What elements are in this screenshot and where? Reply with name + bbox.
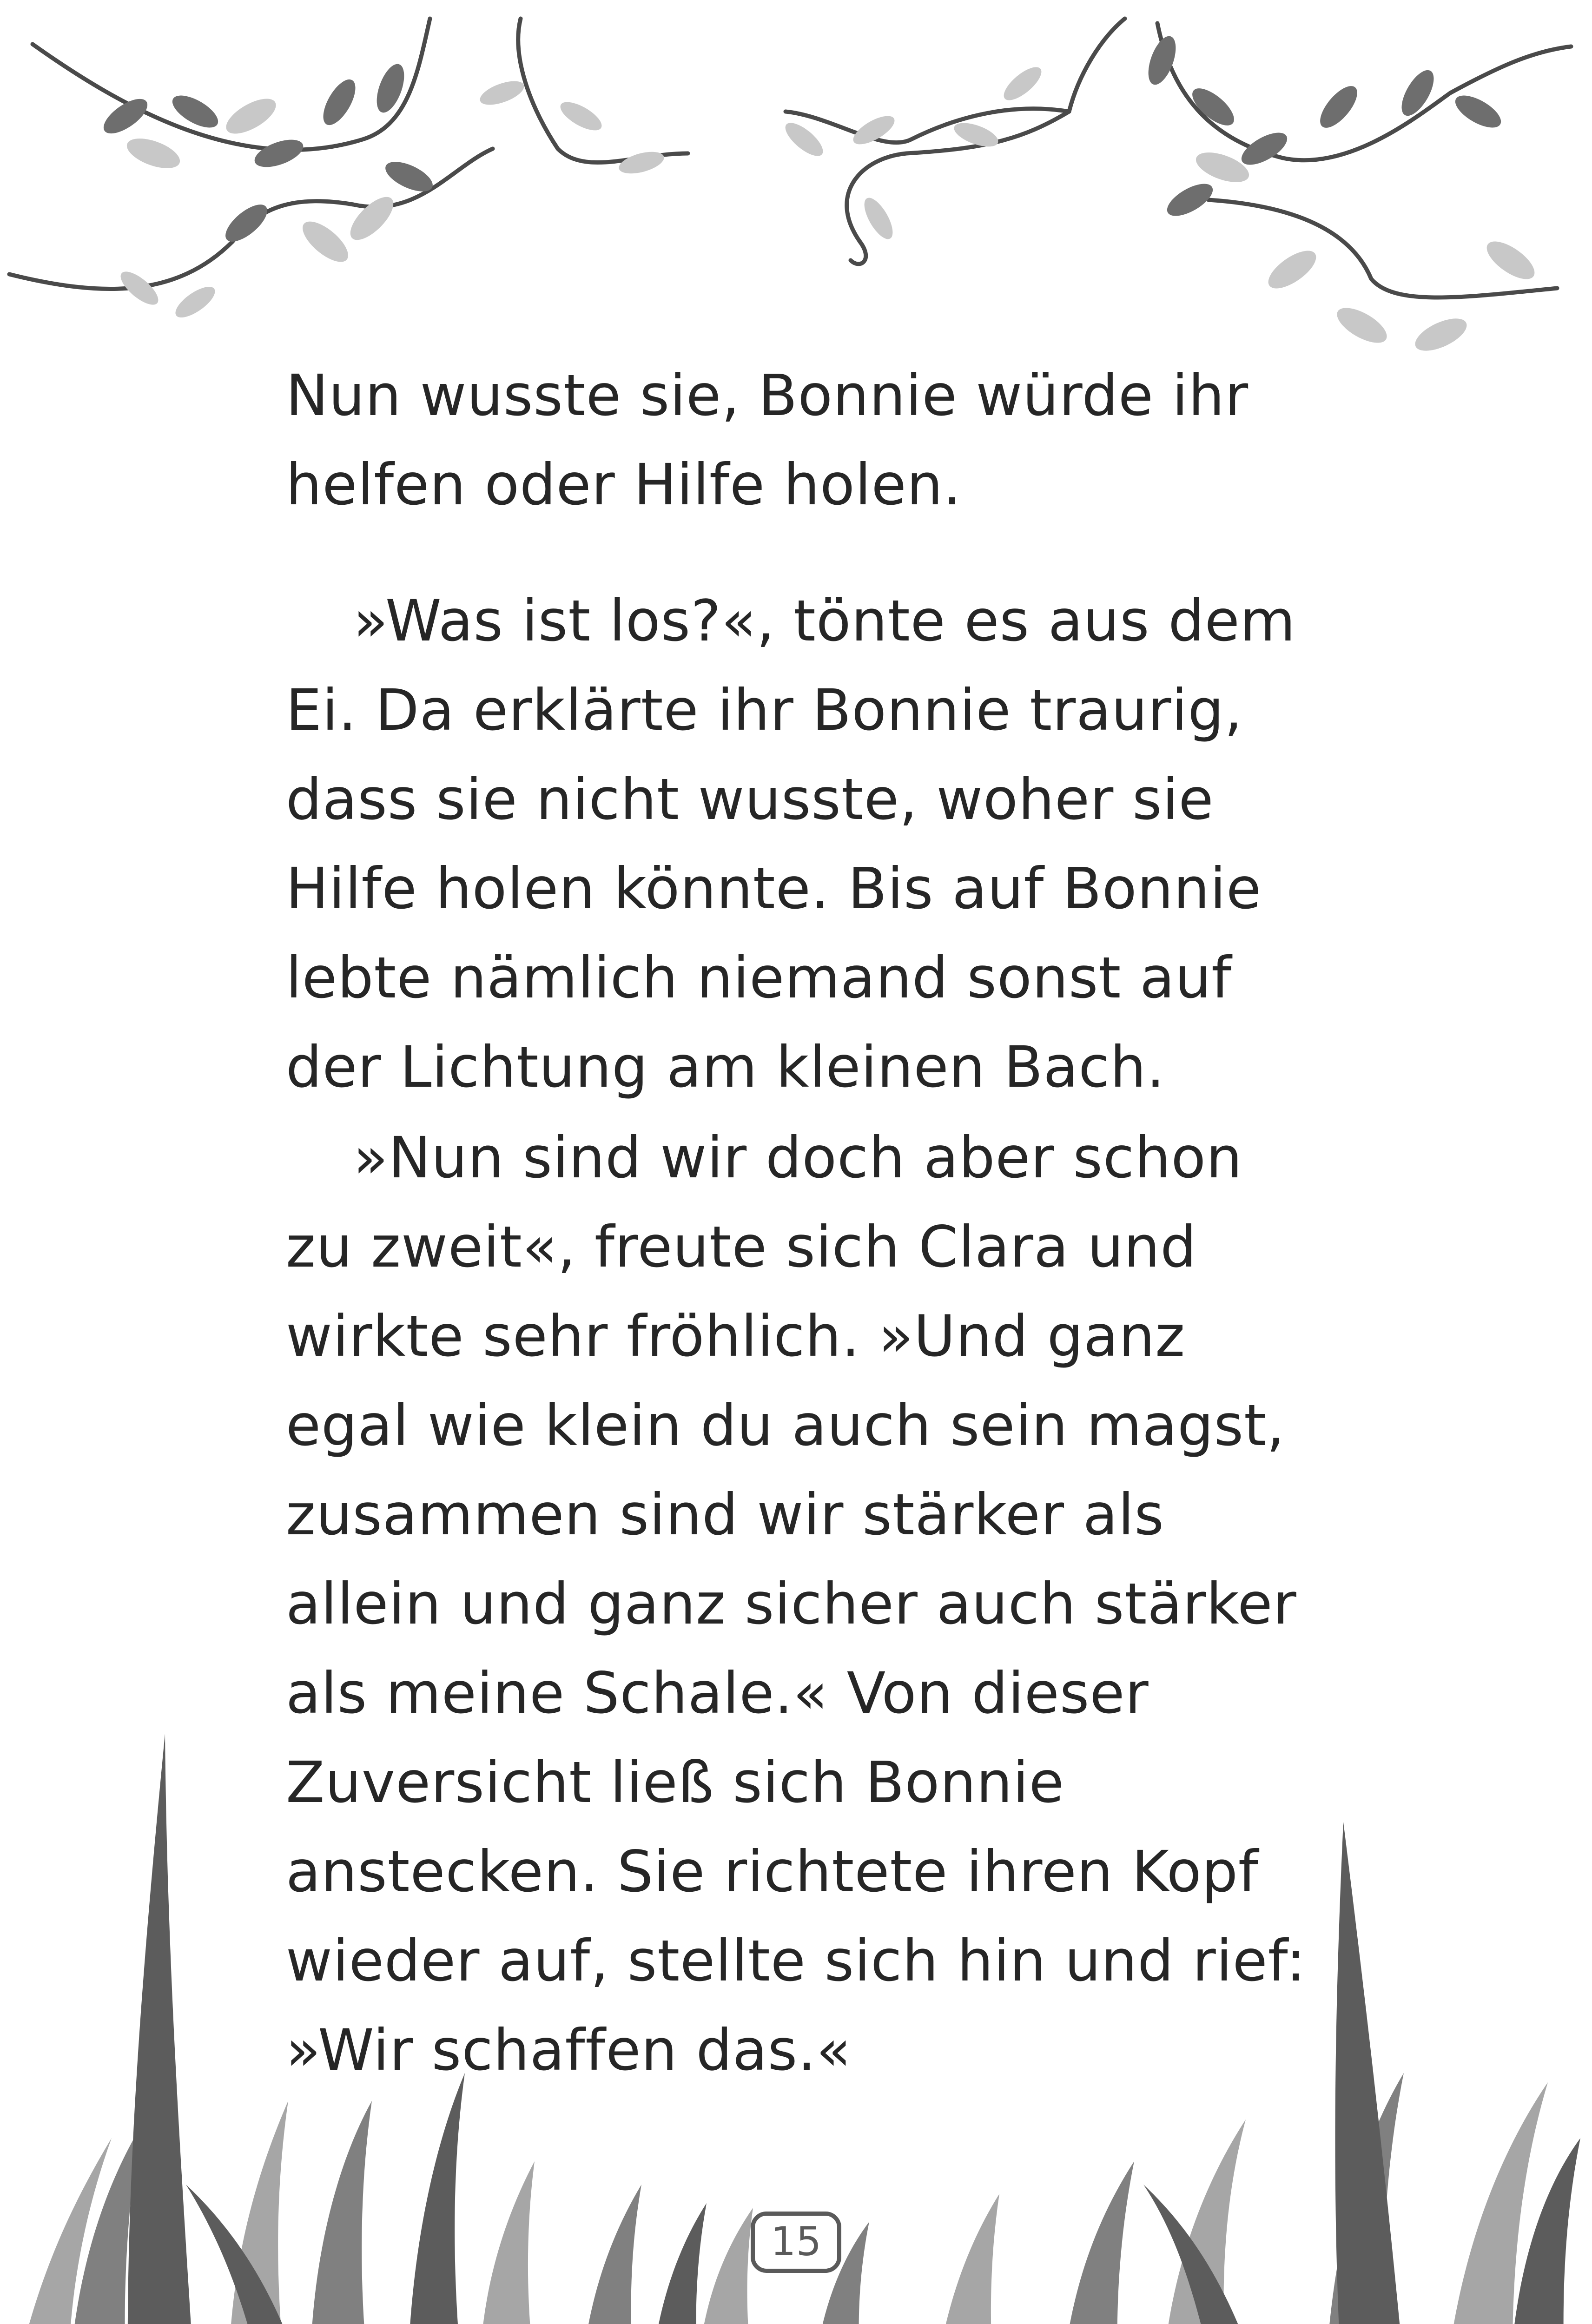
text-line bbox=[286, 1381, 1327, 1470]
text-line-content: als meine Schale.« Von dieser bbox=[286, 1660, 1149, 1726]
text-line bbox=[286, 440, 1327, 529]
paragraph bbox=[286, 351, 1327, 529]
text-line-content: »Wir schaffen das.« bbox=[286, 2017, 852, 2083]
text-line bbox=[286, 844, 1327, 933]
text-line-content: dass sie nicht wusste, woher sie bbox=[286, 766, 1214, 832]
text-line-content: Ei. Da erklärte ihr Bonnie traurig, bbox=[286, 677, 1243, 743]
text-line bbox=[286, 1559, 1327, 1649]
text-line-content: anstecken. Sie richtete ihren Kopf bbox=[286, 1839, 1259, 1905]
text-line bbox=[286, 1113, 1327, 1202]
text-line-content: »Was ist los?«, tönte es aus dem bbox=[353, 588, 1296, 654]
text-line bbox=[286, 666, 1327, 755]
page-number: 15 bbox=[751, 2212, 841, 2273]
text-line-content: lebte nämlich niemand sonst auf bbox=[286, 945, 1232, 1011]
text-line-content: Zuversicht ließ sich Bonnie bbox=[286, 1750, 1064, 1816]
text-line bbox=[286, 1292, 1327, 1381]
text-line-content: helfen oder Hilfe holen. bbox=[286, 452, 962, 518]
text-line bbox=[286, 1470, 1327, 1559]
text-line-content: wieder auf, stellte sich hin und rief: bbox=[286, 1928, 1306, 1994]
text-line bbox=[286, 1202, 1327, 1292]
text-line-content: zu zweit«, freute sich Clara und bbox=[286, 1214, 1197, 1280]
text-line-content: Hilfe holen könnte. Bis auf Bonnie bbox=[286, 856, 1262, 922]
text-line-content: zusammen sind wir stärker als bbox=[286, 1482, 1164, 1548]
vine-decoration bbox=[0, 0, 1592, 400]
text-line bbox=[286, 755, 1327, 844]
text-line-content: Nun wusste sie, Bonnie würde ihr bbox=[286, 363, 1249, 429]
text-line bbox=[286, 576, 1327, 666]
text-line-content: egal wie klein du auch sein magst, bbox=[286, 1393, 1285, 1459]
text-line bbox=[286, 1023, 1327, 1112]
grass-decoration bbox=[0, 1720, 1592, 2324]
text-line bbox=[286, 933, 1327, 1023]
text-line-content: der Lichtung am kleinen Bach. bbox=[286, 1034, 1165, 1100]
text-line bbox=[286, 351, 1327, 440]
text-line-content: allein und ganz sicher auch stärker bbox=[286, 1571, 1297, 1637]
text-line-content: »Nun sind wir doch aber schon bbox=[353, 1125, 1243, 1191]
text-line-content: wirkte sehr fröhlich. »Und ganz bbox=[286, 1303, 1186, 1369]
paragraph bbox=[286, 576, 1327, 1112]
